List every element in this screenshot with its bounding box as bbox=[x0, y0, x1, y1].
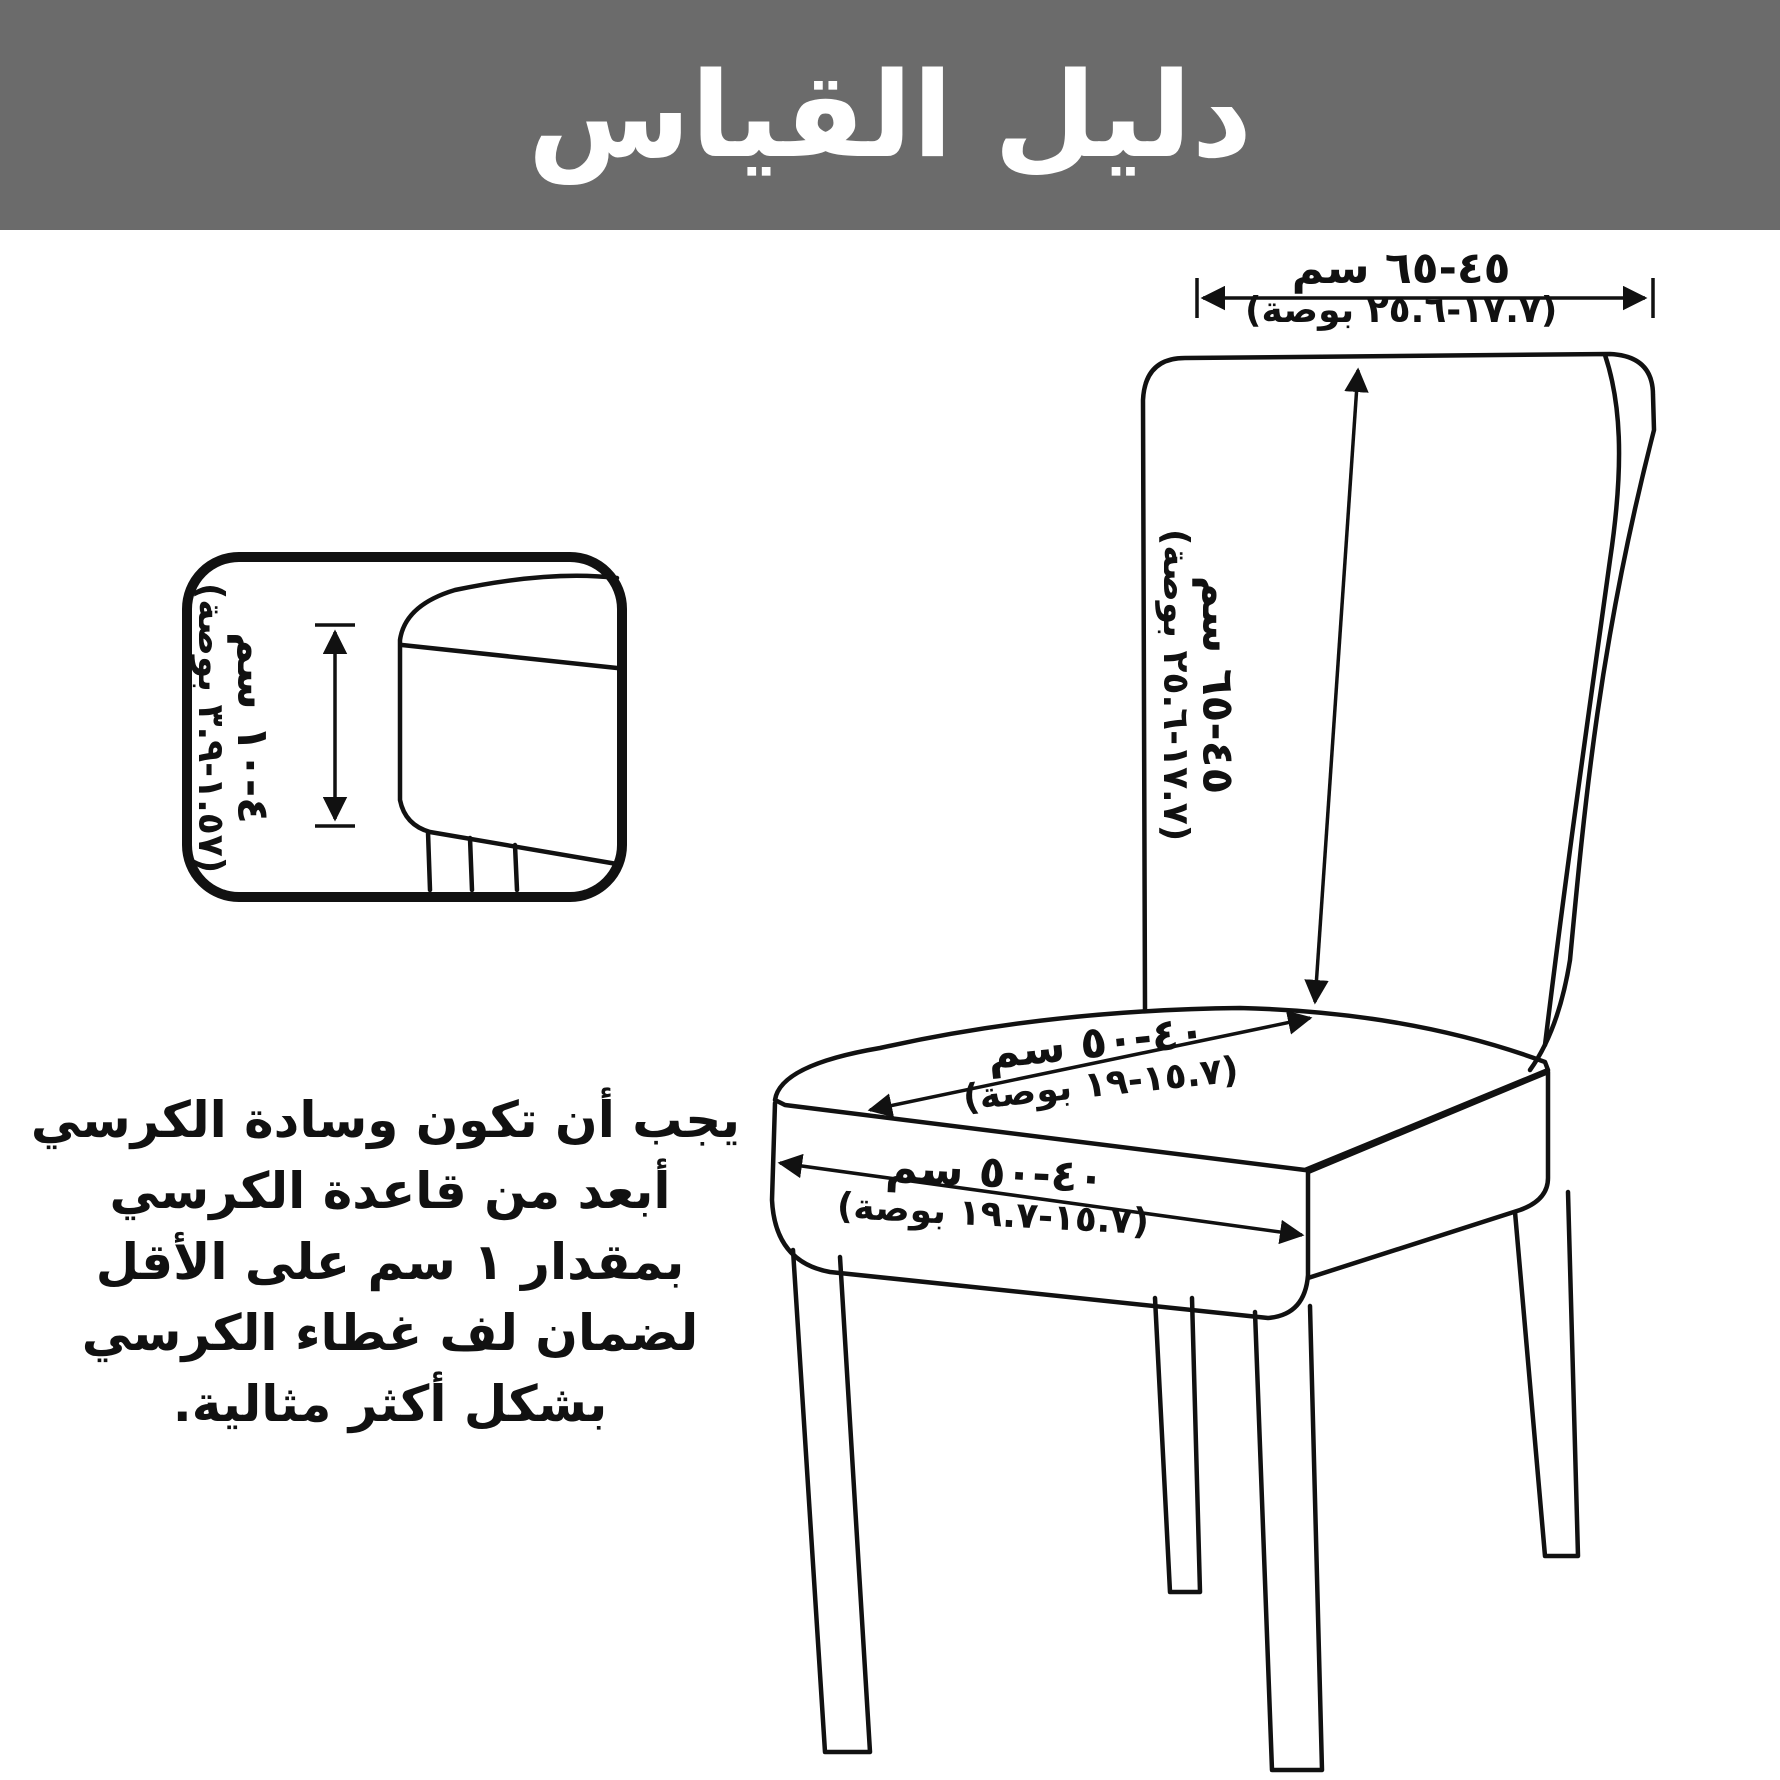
seat-depth-label: ٤٠-٥٠ سم (١٥.٧-١٩ بوصة) bbox=[960, 1005, 1241, 1120]
sizing-note bbox=[30, 1085, 740, 1440]
note-line: لضمان لف غطاء الكرسي bbox=[81, 1304, 699, 1362]
note-line: بشكل أكثر مثالية. bbox=[172, 1375, 608, 1433]
chair-leg-back-left bbox=[1155, 1298, 1200, 1592]
inset-leg-3 bbox=[515, 845, 517, 890]
backrest-width-label: ٤٥-٦٥ سم (١٧.٧-٢٥.٦ بوصة) bbox=[1245, 243, 1558, 332]
chair-seat-side bbox=[1308, 1072, 1548, 1278]
chair-leg-front-right bbox=[1255, 1306, 1322, 1770]
backrest-height-label: ٤٥-٦٥ سم (١٧.٧-٢٥.٦ بوصة) bbox=[1154, 528, 1243, 842]
chair-leg-back-right bbox=[1515, 1192, 1578, 1556]
inset-leg-1 bbox=[428, 832, 430, 890]
inset-cushion-edge bbox=[402, 645, 617, 668]
seat-width-label: ٤٠-٥٠ سم (١٥.٧-١٩.٧ بوصة) bbox=[835, 1141, 1150, 1244]
note-line: يجب أن تكون وسادة الكرسي bbox=[30, 1091, 740, 1149]
chair-leg-front-left bbox=[793, 1250, 870, 1752]
chair-backrest-side bbox=[1545, 355, 1619, 1045]
backrest-height-arrow bbox=[1315, 370, 1358, 1002]
inset-leg-2 bbox=[470, 838, 472, 890]
inset-cushion bbox=[400, 576, 617, 864]
note-line: بمقدار ١ سم على الأقل bbox=[95, 1233, 685, 1291]
cushion-thickness-label: ٤-١٠ سم (١.٥٧-٣.٩ بوصة) bbox=[189, 582, 278, 874]
page-title: دليل القياس bbox=[527, 46, 1253, 184]
note-line: أبعد من قاعدة الكرسي bbox=[109, 1162, 671, 1220]
